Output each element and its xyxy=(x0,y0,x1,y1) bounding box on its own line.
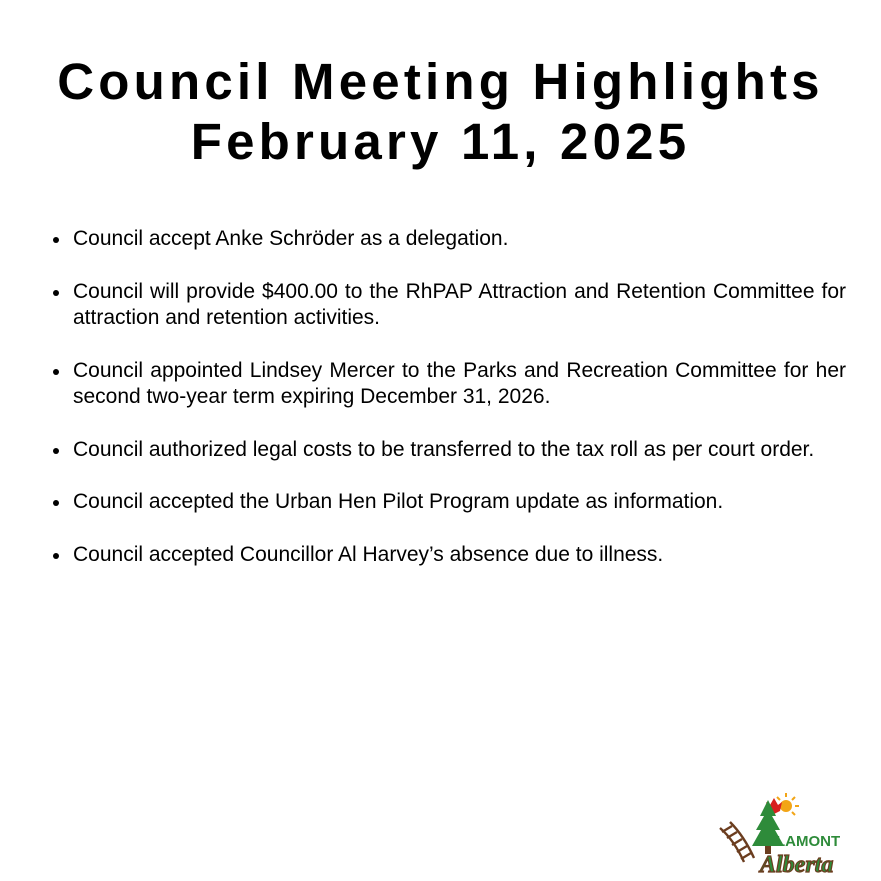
highlight-item xyxy=(50,489,846,516)
logo-word-bottom: Alberta xyxy=(760,852,834,876)
highlight-text: Council appointed Lindsey Mercer to the Parks and Recreation Committee for her second two-year term expiring December 31, 2026. xyxy=(73,358,846,408)
bullet-icon xyxy=(53,369,59,375)
bullet-icon xyxy=(53,500,59,506)
rail-track-icon xyxy=(720,822,754,862)
bullet-icon xyxy=(53,448,59,454)
highlight-item xyxy=(50,542,846,569)
title-block xyxy=(0,52,881,172)
highlight-item xyxy=(50,358,846,411)
lamont-alberta-logo xyxy=(714,792,872,876)
highlight-item xyxy=(50,437,846,464)
page-title: Council Meeting Highlights xyxy=(57,53,824,110)
highlights-list xyxy=(50,226,846,594)
bullet-icon xyxy=(53,553,59,559)
logo-word-top: LAMONT xyxy=(776,833,841,850)
bullet-icon xyxy=(53,290,59,296)
highlight-text: Council accepted the Urban Hen Pilot Program update as information. xyxy=(73,490,724,513)
highlight-item xyxy=(50,279,846,332)
highlight-text: Council will provide $400.00 to the RhPAP Attraction and Retention Committee for attraction and retention activities. xyxy=(73,279,846,329)
highlight-text: Council accept Anke Schröder as a delegation. xyxy=(73,227,509,250)
highlight-item xyxy=(50,226,846,253)
logo-graphic xyxy=(714,792,872,876)
highlight-text: Council accepted Councillor Al Harvey’s absence due to illness. xyxy=(73,542,664,566)
meeting-date: February 11, 2025 xyxy=(190,113,691,170)
bullet-icon xyxy=(53,237,59,243)
highlight-text: Council authorized legal costs to be transferred to the tax roll as per court order. xyxy=(73,437,815,461)
